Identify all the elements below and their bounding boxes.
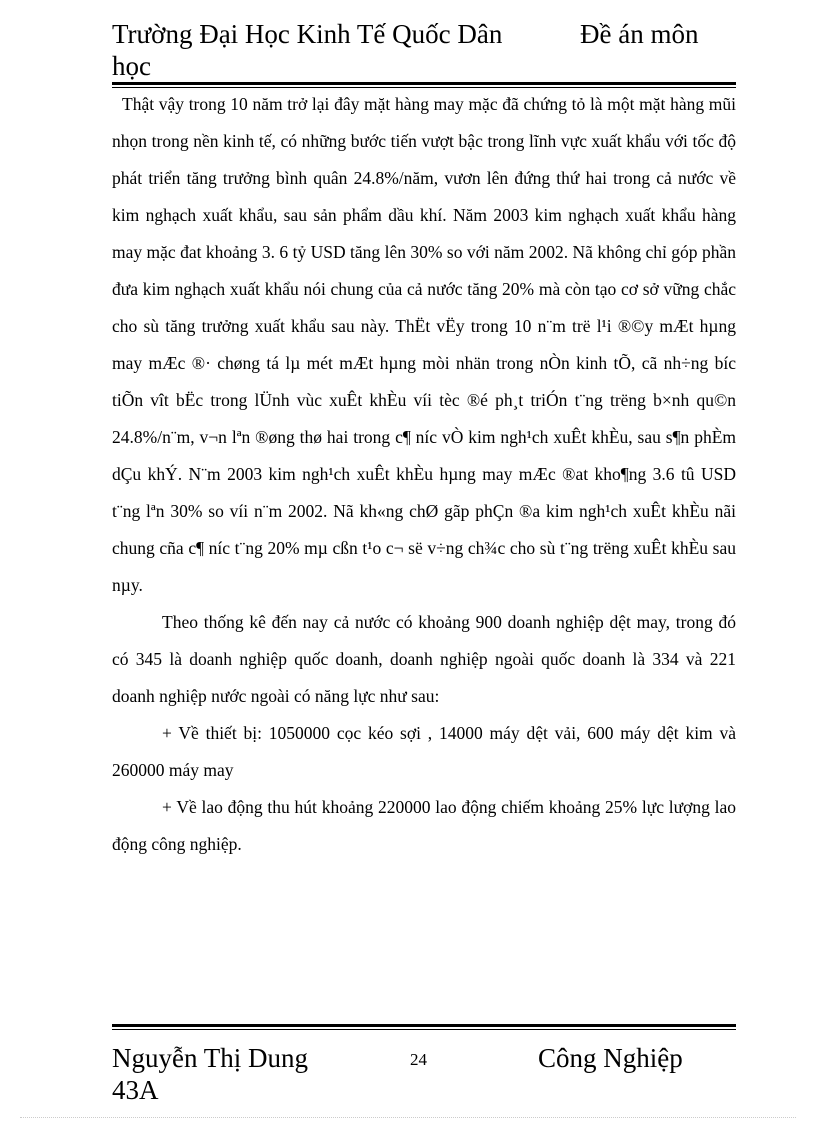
header-school-name: Trường Đại Học Kinh Tế Quốc Dân học (112, 19, 503, 81)
page-footer (112, 1042, 736, 1112)
document-body (112, 86, 736, 863)
footer-major: Công Nghiệp (538, 1043, 683, 1073)
footer-rule-thick (112, 1024, 736, 1027)
header-rule-thick (112, 82, 736, 85)
page-number: 24 (410, 1050, 427, 1069)
paragraph-equipment: + Về thiết bị: 1050000 cọc kéo sợi , 14000 máy dệt vải, 600 máy dệt kim và 260000 máy may (112, 723, 736, 780)
page-edge-divider (20, 1117, 796, 1118)
footer-rule-thin (112, 1029, 736, 1030)
paragraph-enterprise-stats: Theo thống kê đến nay cả nước có khoảng 900 doanh nghiệp dệt may, trong đó có 345 là doanh nghiệp quốc doanh, doanh nghiệp ngoài quốc doanh là 334 và 221 doanh nghiệp nước ngoài có năng lực như sau: (112, 612, 736, 706)
paragraph-labor: + Về lao động thu hút khoảng 220000 lao động chiếm khoảng 25% lực lượng lao động công nghiệp. (112, 797, 736, 854)
header-document-type: Đề án môn (580, 19, 699, 49)
footer-author: Nguyễn Thị Dung 43A (112, 1043, 308, 1105)
page-header (112, 18, 736, 80)
paragraph-export-growth: Thật vậy trong 10 năm trở lại đây mặt hàng may mặc đã chứng tỏ là một mặt hàng mũi nhọn trong nền kinh tế, có những bước tiến vượt bậc trong lĩnh vực xuất khẩu với tốc độ phát triển tăng trưởng bình quân 24.8%/năm, vươn lên đứng thứ hai trong cả nước về kim nghạch xuất khẩu, sau sản phẩm dầu khí. Năm 2003 kim nghạch xuất khẩu hàng may mặc đat khoảng 3. 6 tỷ USD tăng lên 30% so với năm 2002. Nã không chỉ góp phần đưa kim nghạch xuất khẩu nói chung của cả nước tăng 20% mà còn tạo cơ sở vững chắc cho sù tăng trưởng xuất khẩu sau này. ThËt vËy trong 10 n¨m trë l¹i ®©y mÆt hµng may mÆc ®· chøng tá lµ mét mÆt hµng mòi nhän trong nÒn kinh tÕ, cã nh÷ng bíc tiÕn vît bËc trong lÜnh vùc xuÊt khÈu víi tèc ®é ph¸t triÓn t¨ng trëng b×nh qu©n 24.8%/n¨m, v¬n lªn ®øng thø hai trong c¶ níc vÒ kim ngh¹ch xuÊt khÈu, sau s¶n phÈm dÇu khÝ. N¨m 2003 kim ngh¹ch xuÊt khÈu hµng may mÆc ®at kho¶ng 3.6 tû USD t¨ng lªn 30% so víi n¨m 2002. Nã kh«ng chØ gãp phÇn ®a kim ngh¹ch xuÊt khÈu nãi chung cña c¶ níc t¨ng 20% mµ cßn t¹o c¬ së v÷ng ch¾c cho sù t¨ng trëng xuÊt khÈu sau nµy. (112, 94, 736, 595)
